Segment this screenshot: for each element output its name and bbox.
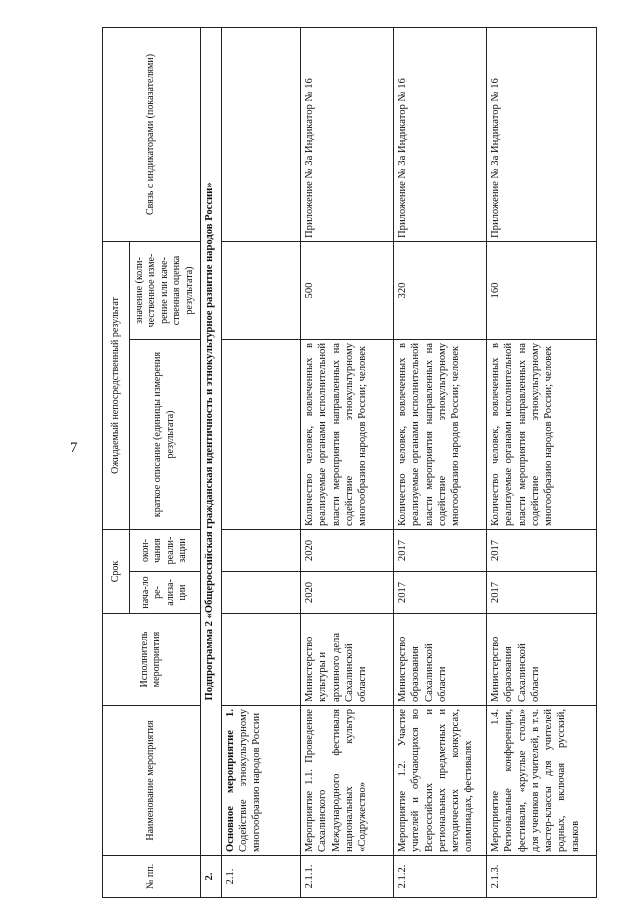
header-executor: Исполнитель мероприятия <box>103 614 201 706</box>
row-end <box>221 530 300 572</box>
row-desc: Количество человек, вовлеченных в реализуемые органами исполнительной власти мероприятия направленных на содействие этнокультурному многообразию народов России; человек <box>487 340 597 530</box>
row-num: 2.1. <box>221 856 300 898</box>
header-row-1 <box>103 27 130 897</box>
row-link: Приложение № 3а Индикатор № 16 <box>394 27 487 241</box>
row-end: 2020 <box>301 530 394 572</box>
row-num: 2.1.3. <box>487 856 597 898</box>
row-desc: Количество человек, вовлеченных в реализуемые органами исполнительной власти мероприятия направленных на содействие этнокультурному многообразию народов России; человек <box>301 340 394 530</box>
row-value: 160 <box>487 241 597 339</box>
row-name-bold: Основное мероприятие 1. <box>224 709 236 852</box>
row-num: 2.1.2. <box>394 856 487 898</box>
row-link: Приложение № 3а Индикатор № 16 <box>301 27 394 241</box>
row-start <box>221 572 300 614</box>
row-name: Мероприятие 1.4. Региональные конференции, фестивали, «круглые столы» для учеников и учителей, в т.ч. мастер-классы для учителей родных, включая русский, языков <box>487 706 597 856</box>
header-end: окон-чания реали-зации <box>130 530 201 572</box>
row-link: Приложение № 3а Индикатор № 16 <box>487 27 597 241</box>
measures-table <box>102 27 597 898</box>
row-executor <box>221 614 300 706</box>
row-name: Мероприятие 1.2. Участие учителей и обучающихся во Всероссийских и региональных предметных и методических конкурсах, олимпиадах, фестивалях <box>394 706 487 856</box>
header-term: Срок <box>103 530 130 614</box>
row-desc <box>221 340 300 530</box>
row-value: 320 <box>394 241 487 339</box>
header-expected: Ожидаемый непосредственный результат <box>103 241 130 529</box>
row-executor: Министерство культуры и архивного дела Сахалинской области <box>301 614 394 706</box>
subprogram-num: 2. <box>200 856 221 898</box>
row-name-text: Содействие этнокультурному многообразию народов России <box>237 709 263 852</box>
header-start: нача-ло ре-ализа-ции <box>130 572 201 614</box>
table-row <box>487 27 597 897</box>
row-start: 2017 <box>394 572 487 614</box>
row-desc: Количество человек, вовлеченных в реализуемые органами исполнительной власти мероприятия направленных на содействие этнокультурному многообразию народов России; человек <box>394 340 487 530</box>
row-value <box>221 241 300 339</box>
header-name: Наименование мероприятия <box>103 706 201 856</box>
row-link <box>221 27 300 241</box>
row-executor: Министерство образования Сахалинской области <box>487 614 597 706</box>
page-number: 7 <box>70 440 78 456</box>
subprogram-row <box>200 27 221 897</box>
row-num: 2.1.1. <box>301 856 394 898</box>
row-end: 2017 <box>487 530 597 572</box>
header-num: № пп. <box>103 856 201 898</box>
table-row <box>221 27 300 897</box>
header-value: значение (коли-чественное изме-рение или каче-ственная оценка результата) <box>130 241 201 339</box>
row-name: Мероприятие 1.1. Проведение Сахалинского Международного фестиваля национальных культур «Содружество» <box>301 706 394 856</box>
header-link: Связь с индикаторами (показателями) <box>103 27 201 241</box>
subprogram-title: Подпрограмма 2 «Общероссийская гражданская идентичность и этнокультурное развитие народов России» <box>200 27 221 855</box>
rotated-table-sheet <box>102 28 597 898</box>
row-value: 500 <box>301 241 394 339</box>
table-row <box>394 27 487 897</box>
table-row <box>301 27 394 897</box>
row-start: 2017 <box>487 572 597 614</box>
row-name <box>221 706 300 856</box>
row-executor: Министерство образования Сахалинской области <box>394 614 487 706</box>
header-desc: краткое описание (единицы измерения результата) <box>130 340 201 530</box>
row-start: 2020 <box>301 572 394 614</box>
row-end: 2017 <box>394 530 487 572</box>
